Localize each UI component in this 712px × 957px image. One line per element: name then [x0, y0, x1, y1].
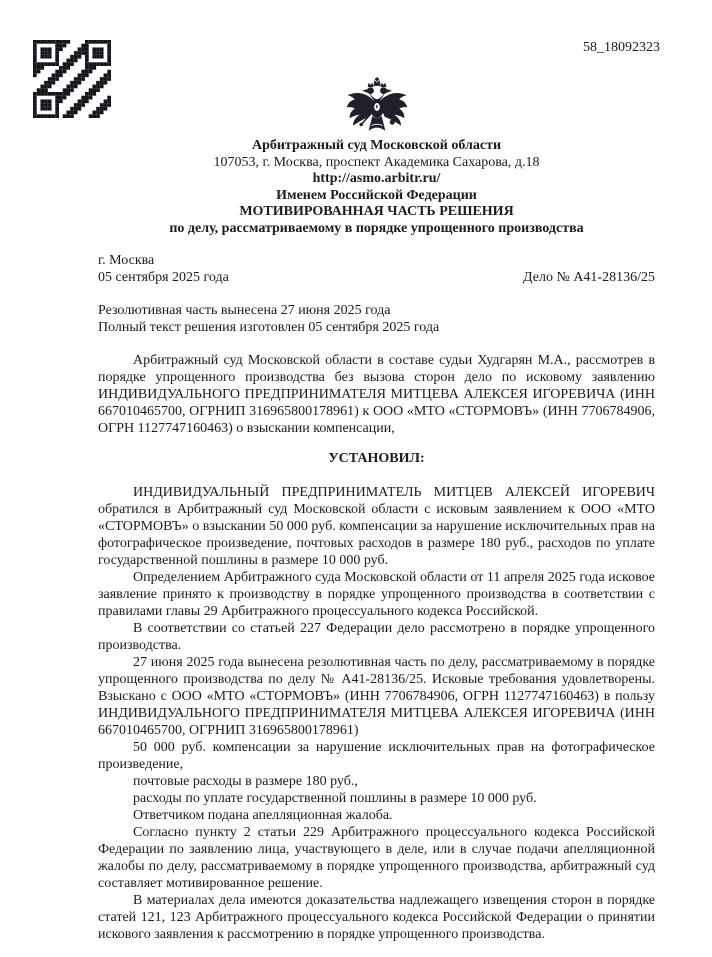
- court-website: http://asmo.arbitr.ru/: [312, 171, 441, 186]
- body-paragraph: Согласно пункту 2 статьи 229 Арбитражного процессуального кодекса Российской Федерации по заявлению лица, участвующего в деле, или в случае подачи апелляционной жалобы по делу, рассматриваемому в порядке упрощенного производства, арбитражный суд составляет мотивированное решение.: [98, 825, 655, 891]
- body-paragraph: В материалах дела имеются доказательства надлежащего извещения сторон в порядке статей 121, 123 Арбитражного процессуального кодекса Российской Федерации о принятии искового заявления к рассмотрению в порядке упрощенного производства.: [98, 893, 655, 942]
- resolutive-part-line: Резолютивная часть вынесена 27 июня 2025 года: [98, 303, 391, 318]
- decision-date: 05 сентября 2025 года: [98, 270, 229, 285]
- coat-of-arms-icon: [98, 76, 655, 138]
- qr-code-icon: [33, 40, 111, 118]
- court-address: 107053, г. Москва, проспект Академика Сахарова, д.18: [213, 154, 540, 170]
- body-paragraph: 50 000 руб. компенсации за нарушение исключительных прав на фотографическое произведение,: [98, 740, 655, 772]
- body-paragraph: Ответчиком подана апелляционная жалоба.: [133, 808, 393, 823]
- court-name: Арбитражный суд Московской области: [251, 138, 502, 153]
- body-paragraph: расходы по уплате государственной пошлины в размере 10 000 руб.: [133, 791, 537, 806]
- document-title: МОТИВИРОВАННАЯ ЧАСТЬ РЕШЕНИЯ: [239, 204, 514, 219]
- intro-paragraph: Арбитражный суд Московской области в составе судьи Худгарян М.А., рассмотрев в порядке упрощенного производства без вызова сторон дело по исковому заявлению ИНДИВИДУАЛЬНОГО ПРЕДПРИНИМАТЕЛЯ МИТЦЕВА АЛЕКСЕЯ ИГОРЕВИЧА (ИНН 667010465700, ОГРНИП 316965800178961) к ООО «МТО «СТОРМОВЪ» (ИНН 7706784906, ОГРН 1127747160463) о взыскании компенсации,: [98, 353, 655, 436]
- body-paragraphs: [98, 484, 655, 943]
- body-paragraph: ИНДИВИДУАЛЬНЫЙ ПРЕДПРИНИМАТЕЛЬ МИТЦЕВ АЛЕКСЕЙ ИГОРЕВИЧ обратился в Арбитражный суд Московской области с исковым заявлением к ООО «МТО «СТОРМОВЪ» о взыскании 50 000 руб. компенсации за нарушение исключительных прав на фотографическое произведение, почтовых расходов в размере 180 руб., расходов по уплате государственной пошлины в размере 10 000 руб.: [98, 485, 655, 568]
- body-paragraph: 27 июня 2025 года вынесена резолютивная часть по делу, рассматриваемому в порядке упрощенного производства по делу № А41-28136/25. Исковые требования удовлетворены. Взыскано с ООО «МТО «СТОРМОВЪ» (ИНН 7706784906, ОГРН 1127747160463) в пользу ИНДИВИДУАЛЬНОГО ПРЕДПРИНИМАТЕЛЯ МИТЦЕВА АЛЕКСЕЯ ИГОРЕВИЧА (ИНН 667010465700, ОГРНИП 316965800178961): [98, 655, 655, 738]
- body-paragraph: почтовые расходы в размере 180 руб.,: [133, 774, 358, 789]
- in-the-name-line: Именем Российской Федерации: [276, 187, 477, 203]
- body-paragraph: В соответствии со статьей 227 Федерации дело рассмотрено в порядке упрощенного производства.: [98, 621, 655, 653]
- double-headed-eagle-icon: [343, 76, 411, 138]
- case-number: Дело № А41-28136/25: [523, 270, 655, 285]
- full-text-line: Полный текст решения изготовлен 05 сентября 2025 года: [98, 320, 440, 335]
- ustanovil-heading: УСТАНОВИЛ:: [328, 451, 425, 466]
- document-subtitle: по делу, рассматриваемому в порядке упрощенного производства: [169, 220, 584, 236]
- document-number: 58_18092323: [583, 40, 660, 55]
- city-line: г. Москва: [98, 253, 155, 268]
- body-paragraph: Определением Арбитражного суда Московской области от 11 апреля 2025 года исковое заявление принято к производству в порядке упрощенного производства в соответствии с правилами главы 29 Арбитражного процессуального кодекса Российской.: [98, 570, 655, 619]
